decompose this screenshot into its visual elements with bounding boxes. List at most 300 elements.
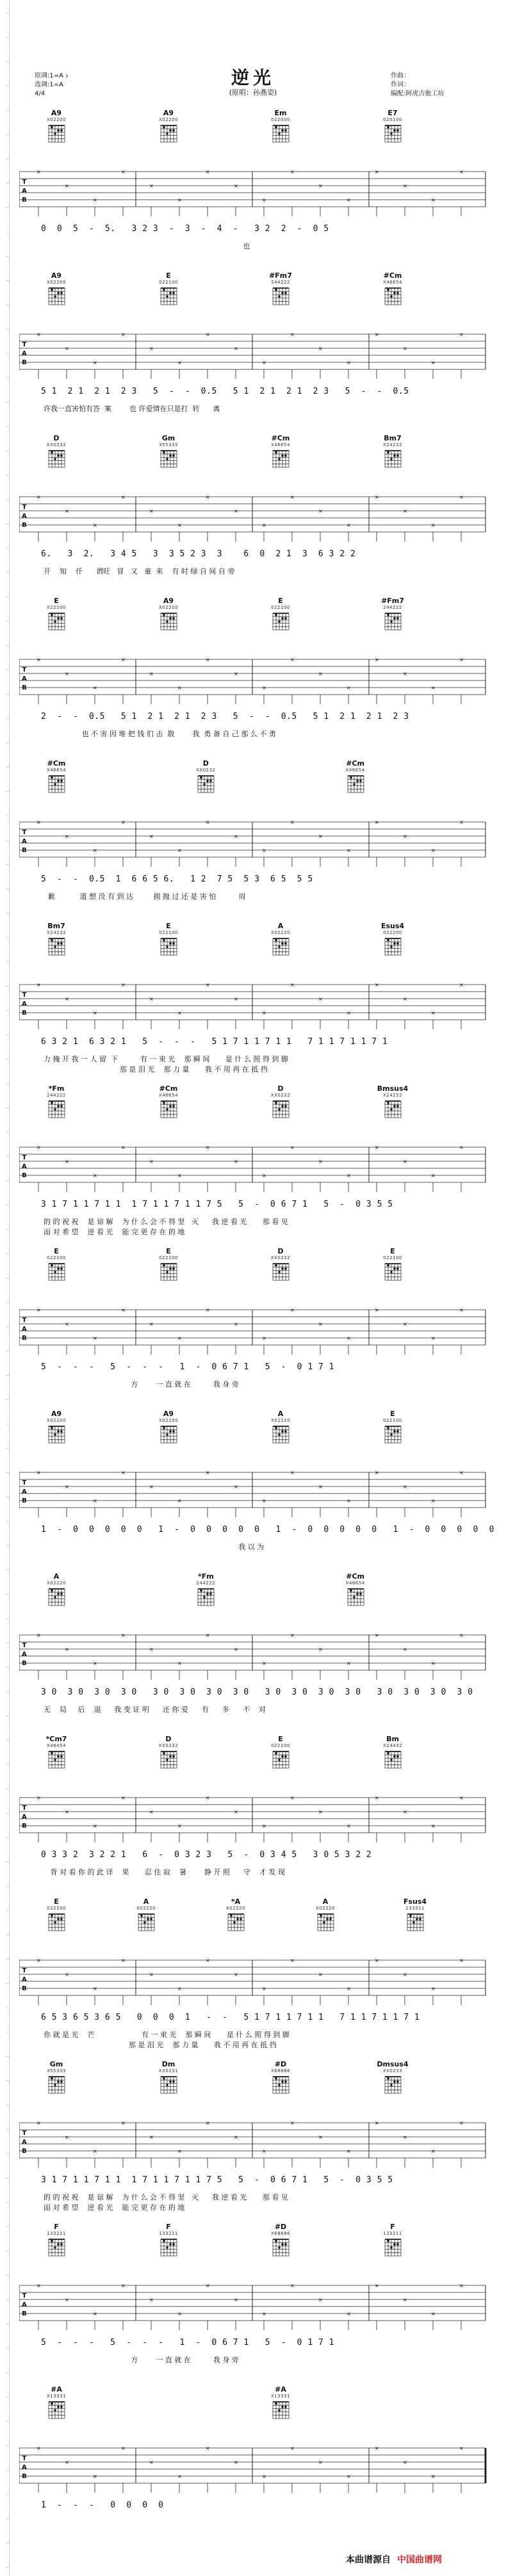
svg-text:×: × (65, 183, 69, 189)
svg-text:×: × (290, 169, 295, 175)
svg-text:×: × (347, 2311, 351, 2317)
chord-fingering: XX0231 (158, 2068, 179, 2073)
chord-name: D (277, 1247, 284, 1255)
margin-tick (6, 1594, 10, 1595)
margin-tick (6, 864, 10, 865)
chord-diagram (227, 1913, 245, 1932)
chord-fingering: X46654 (270, 442, 291, 447)
svg-text:×: × (262, 1498, 266, 1504)
chord-symbol (261, 1084, 300, 1122)
chord-symbol (261, 271, 300, 309)
svg-text:×: × (290, 2445, 295, 2451)
svg-text:×: × (403, 1646, 407, 1652)
chord-name: D (202, 759, 209, 768)
svg-text:×: × (121, 332, 126, 337)
tab-staff-lines (19, 1467, 493, 1520)
margin-tick (6, 621, 10, 622)
svg-text:×: × (65, 1321, 69, 1327)
svg-text:×: × (121, 1307, 126, 1313)
svg-text:×: × (206, 494, 210, 500)
chosen-key: 选调:1=A (35, 81, 63, 88)
svg-text:×: × (262, 1173, 266, 1179)
margin-tick (6, 256, 10, 257)
svg-text:×: × (121, 657, 126, 663)
svg-text:×: × (234, 346, 238, 351)
svg-text:×: × (206, 1145, 210, 1150)
svg-text:×: × (93, 522, 97, 528)
svg-text:×: × (431, 522, 436, 528)
margin-tick (6, 548, 10, 549)
chord-row (19, 2060, 493, 2114)
margin-tick (6, 1472, 10, 1473)
svg-text:×: × (234, 1646, 238, 1652)
chord-name: #D (274, 2223, 287, 2231)
tab-clef: T A B (22, 1805, 27, 1830)
chord-name: A (277, 1410, 284, 1418)
margin-tick (6, 1253, 10, 1254)
svg-text:×: × (206, 1632, 210, 1638)
tab-staff-lines (19, 979, 493, 1032)
svg-text:×: × (234, 1321, 238, 1327)
lyric-line-2: 那 是 泪 光 那 力 量 我 不 用 再 在 抵 挡 (44, 2041, 277, 2049)
svg-text:×: × (375, 169, 379, 175)
svg-text:×: × (234, 2297, 238, 2303)
svg-text:×: × (206, 982, 210, 988)
chord-fingering: X02200 (158, 117, 179, 122)
chord-name: #Fm7 (269, 271, 292, 280)
svg-text:×: × (403, 1159, 407, 1164)
tab-staff (19, 2443, 493, 2495)
chord-fingering: X24232 (46, 930, 67, 935)
chord-name: #Cm (383, 271, 402, 280)
chord-symbol (149, 109, 188, 146)
svg-text:×: × (93, 197, 97, 203)
svg-text:×: × (403, 183, 407, 189)
chord-fingering: X02200 (158, 1418, 179, 1423)
margin-tick (6, 2567, 10, 2568)
chord-fingering: X13331 (270, 2394, 291, 2399)
svg-text:×: × (347, 2474, 351, 2479)
svg-text:×: × (290, 1145, 295, 1150)
chord-symbol (261, 597, 300, 634)
chord-name: A9 (51, 109, 62, 117)
svg-text:×: × (290, 657, 295, 663)
svg-text:×: × (65, 996, 69, 1002)
svg-text:×: × (93, 1823, 97, 1829)
svg-text:×: × (347, 1498, 351, 1504)
chord-fingering: XX0232 (158, 1743, 179, 1748)
chord-diagram (272, 124, 290, 143)
chord-fingering: X02220 (270, 1418, 291, 1423)
tab-staff-lines (19, 1305, 493, 1357)
svg-text:×: × (121, 169, 126, 175)
svg-text:×: × (149, 183, 154, 189)
margin-tick (6, 1083, 10, 1084)
chord-diagram (47, 1100, 65, 1119)
chord-diagram (316, 1913, 334, 1932)
margin-tick (6, 767, 10, 768)
svg-text:×: × (262, 1010, 266, 1016)
chord-fingering: 022200 (383, 930, 402, 935)
margin-tick (6, 1375, 10, 1376)
svg-text:×: × (234, 183, 238, 189)
tab-clef: T A B (22, 829, 27, 854)
svg-text:×: × (262, 1661, 266, 1666)
jianpu-notation: 0 3 3 2 3 2 2 1 6 - 0 3 2 3 5 - 0 3 4 5 3 0 5 3 2 2 (41, 1850, 372, 1860)
chord-diagram (159, 1425, 177, 1444)
svg-text:×: × (290, 2283, 295, 2289)
chord-fingering: X24252 (382, 1093, 403, 1098)
lyric-line: 你 就 是 光 芒 有 一 束 光 那 瞬 间 是 什 么 照 得 到 脚 (44, 2031, 290, 2039)
svg-text:×: × (431, 1498, 436, 1504)
chord-fingering: 022100 (47, 1255, 66, 1260)
chord-diagram (47, 124, 65, 143)
chord-diagram (159, 2075, 177, 2095)
svg-text:×: × (262, 2148, 266, 2154)
svg-text:×: × (318, 2297, 323, 2303)
tab-clef: T A B (22, 341, 27, 366)
lyric-line-2: 面 对 希 望 逆 看 光 能 完 更 存 在 的 地 (44, 1228, 185, 1236)
chord-symbol (37, 1897, 76, 1935)
svg-text:×: × (93, 2148, 97, 2154)
svg-text:×: × (347, 360, 351, 366)
svg-text:×: × (262, 2311, 266, 2317)
chord-row (19, 597, 493, 650)
svg-text:×: × (459, 819, 464, 825)
svg-text:×: × (375, 2120, 379, 2126)
svg-text:×: × (121, 2283, 126, 2289)
svg-text:×: × (459, 1632, 464, 1638)
chord-diagram (159, 1750, 177, 1769)
svg-text:×: × (93, 360, 97, 366)
svg-text:×: × (93, 848, 97, 853)
svg-text:×: × (431, 360, 436, 366)
svg-text:×: × (177, 2474, 182, 2479)
chord-symbol (261, 922, 300, 959)
chord-symbol (373, 2060, 412, 2097)
svg-text:×: × (431, 848, 436, 853)
chord-symbol (373, 434, 412, 471)
svg-text:×: × (403, 1972, 407, 1977)
svg-text:×: × (347, 685, 351, 691)
chord-name: Dm (161, 2060, 175, 2068)
svg-text:×: × (37, 982, 41, 988)
tab-staff (19, 1630, 493, 1682)
svg-text:×: × (403, 1484, 407, 1490)
margin-tick (6, 402, 10, 403)
svg-text:×: × (459, 1958, 464, 1963)
chord-symbol (37, 434, 76, 471)
svg-text:×: × (459, 1795, 464, 1801)
svg-text:×: × (375, 2445, 379, 2451)
meter: 4/4 (35, 90, 45, 97)
lyric-line: 歉 道 想 没 有 到 达 拥 抛 过 还 是 害 怕 周 (44, 892, 246, 901)
margin-tick (6, 1886, 10, 1887)
chord-symbol (149, 1410, 188, 1447)
svg-text:×: × (149, 996, 154, 1002)
jianpu-notation: 1 - - - 0 0 0 0 (41, 2500, 164, 2510)
svg-text:×: × (375, 657, 379, 663)
svg-text:×: × (206, 1795, 210, 1801)
chord-name: F (390, 2223, 395, 2231)
jianpu-notation: 3 1 7 1 1 7 1 1 1 7 1 1 7 1 1 7 5 5 - 0 6 7 1 5 - 0 3 5 5 (41, 2175, 393, 2185)
lyric-line: 方 一 直 就 在 我 身 旁 (44, 2356, 239, 2364)
chord-name: Em (274, 109, 287, 117)
chord-fingering: XX0232 (270, 1255, 291, 1260)
lyric-line: 也 不 害 因 堆 把 钱 们 击 散 我 勇 备 自 己 那 么 不 勇 (44, 730, 276, 738)
chord-name: F (54, 2223, 59, 2231)
svg-text:×: × (93, 685, 97, 691)
margin-tick (6, 1545, 10, 1546)
chord-symbol (37, 597, 76, 634)
chord-symbol (261, 1735, 300, 1772)
svg-text:×: × (234, 2134, 238, 2140)
chord-symbol (149, 434, 188, 471)
chord-name: #A (51, 2385, 62, 2394)
chord-row (19, 1247, 493, 1301)
svg-text:×: × (177, 2311, 182, 2317)
chord-diagram (47, 287, 65, 306)
chord-symbol (37, 109, 76, 146)
svg-text:×: × (234, 1484, 238, 1490)
chord-fingering: X13331 (46, 2394, 67, 2399)
svg-text:×: × (206, 657, 210, 663)
margin-tick (6, 645, 10, 646)
chord-diagram (272, 2401, 290, 2420)
margin-tick (6, 2494, 10, 2495)
margin-tick (6, 2445, 10, 2446)
lyric-line: 力 掩 开 我 一 人 留 下 有 一 束 光 那 瞬 间 是 什 么 照 得 到 脚 (44, 1055, 288, 1063)
svg-text:×: × (234, 1972, 238, 1977)
chord-diagram (272, 1750, 290, 1769)
chord-diagram (272, 449, 290, 469)
chord-fingering: 133211 (383, 2231, 402, 2236)
chord-name: A9 (51, 271, 62, 280)
svg-text:×: × (177, 685, 182, 691)
chord-symbol (373, 922, 412, 959)
chord-name: D (165, 1735, 172, 1743)
tab-staff (19, 329, 493, 382)
svg-text:×: × (93, 1661, 97, 1666)
svg-text:×: × (290, 1632, 295, 1638)
svg-text:×: × (459, 2283, 464, 2289)
svg-text:×: × (403, 2459, 407, 2465)
chord-diagram (384, 449, 402, 469)
svg-text:×: × (121, 1145, 126, 1150)
svg-text:×: × (234, 2459, 238, 2465)
chord-diagram (384, 2075, 402, 2095)
chord-diagram (47, 612, 65, 631)
chord-diagram (384, 1100, 402, 1119)
chord-row (19, 109, 493, 163)
jianpu-notation: 6 5 3 6 5 3 6 5 0 0 0 1 - - 5 1 7 1 1 7 1 1 7 1 1 7 1 1 7 1 (41, 2013, 420, 2022)
svg-text:×: × (318, 346, 323, 351)
svg-text:×: × (121, 2445, 126, 2451)
tab-staff-lines (19, 654, 493, 707)
svg-text:×: × (347, 848, 351, 853)
chord-diagram (159, 1262, 177, 1282)
svg-text:×: × (93, 1010, 97, 1016)
tab-clef: T A B (22, 1967, 27, 1992)
lyric-line-2: 那 是 泪 光 那 力 量 我 不 用 再 在 抵 挡 (44, 1065, 268, 1074)
tab-staff-lines (19, 1792, 493, 1845)
margin-tick (6, 1667, 10, 1668)
chord-fingering: 022000 (271, 117, 290, 122)
chord-name: A (277, 922, 284, 930)
chord-name: *Fm (197, 1572, 214, 1581)
chord-diagram (197, 775, 215, 794)
svg-text:×: × (177, 360, 182, 366)
chord-name: Gm (161, 434, 175, 442)
chord-fingering: 133311 (405, 1906, 425, 1911)
svg-text:×: × (262, 1335, 266, 1341)
tab-clef: T A B (22, 1479, 27, 1504)
svg-text:×: × (37, 2445, 41, 2451)
chord-symbol (149, 2060, 188, 2097)
svg-text:×: × (234, 671, 238, 677)
chord-diagram (272, 1100, 290, 1119)
svg-text:×: × (37, 332, 41, 337)
chord-diagram (347, 1588, 364, 1607)
svg-text:×: × (403, 2134, 407, 2140)
svg-text:×: × (234, 833, 238, 839)
svg-text:×: × (290, 494, 295, 500)
margin-tick (6, 913, 10, 914)
margin-tick (6, 694, 10, 695)
chord-diagram (272, 612, 290, 631)
chord-symbol (373, 109, 412, 146)
svg-text:×: × (121, 982, 126, 988)
svg-text:×: × (93, 2474, 97, 2479)
svg-text:×: × (65, 2459, 69, 2465)
svg-text:×: × (459, 494, 464, 500)
svg-text:×: × (65, 1159, 69, 1164)
chord-diagram (384, 612, 402, 631)
margin-tick (6, 1034, 10, 1035)
chord-fingering: X02220 (225, 1906, 246, 1911)
svg-text:×: × (431, 1823, 436, 1829)
svg-text:×: × (403, 508, 407, 514)
chord-diagram (47, 2075, 65, 2095)
svg-text:×: × (375, 332, 379, 337)
svg-text:×: × (403, 2297, 407, 2303)
chord-fingering: 022100 (271, 605, 290, 610)
svg-text:×: × (93, 1986, 97, 1992)
svg-text:×: × (318, 508, 323, 514)
svg-text:×: × (93, 1173, 97, 1179)
svg-text:×: × (318, 671, 323, 677)
chord-fingering: 244222 (47, 1093, 66, 1098)
svg-text:×: × (149, 2134, 154, 2140)
chord-name: A9 (163, 109, 174, 117)
svg-text:×: × (375, 982, 379, 988)
margin-tick (6, 2372, 10, 2373)
tab-staff-lines (19, 166, 493, 219)
chord-fingering: 022100 (271, 1743, 290, 1748)
tab-staff (19, 979, 493, 1032)
svg-text:×: × (375, 494, 379, 500)
chord-fingering: X46454 (46, 1743, 67, 1748)
chord-diagram (159, 937, 177, 956)
svg-text:×: × (149, 346, 154, 351)
svg-text:×: × (431, 1010, 436, 1016)
svg-text:×: × (375, 1470, 379, 1476)
chord-fingering: XX0232 (46, 442, 67, 447)
chord-name: E7 (388, 109, 398, 117)
chord-diagram (47, 1262, 65, 1282)
chord-symbol (261, 434, 300, 471)
tab-clef: T A B (22, 1154, 27, 1179)
tab-staff (19, 166, 493, 219)
margin-tick (6, 791, 10, 792)
svg-text:×: × (318, 1809, 323, 1815)
margin-tick (6, 1010, 10, 1011)
svg-text:×: × (149, 1809, 154, 1815)
chord-name: Esus4 (380, 922, 405, 930)
margin-tick (6, 2421, 10, 2422)
svg-text:×: × (347, 1010, 351, 1016)
song-title: 逆光 (231, 67, 275, 88)
chord-symbol (149, 922, 188, 959)
svg-text:×: × (37, 1307, 41, 1313)
chord-symbol (261, 1247, 300, 1284)
margin-tick (6, 1107, 10, 1108)
chord-diagram (272, 1425, 290, 1444)
lyric-line: 背 对 看 你 的 此 详 果 忍 住 寂 暑 静 开 照 守 才 发 现 (44, 1868, 285, 1876)
svg-text:×: × (262, 197, 266, 203)
svg-text:×: × (206, 1307, 210, 1313)
tab-staff-lines (19, 2443, 493, 2495)
chord-name: D (277, 1084, 284, 1093)
lyric-line: 我 以 为 (44, 1543, 265, 1551)
svg-text:×: × (234, 1809, 238, 1815)
svg-text:×: × (459, 2445, 464, 2451)
chord-symbol (149, 1735, 188, 1772)
svg-text:×: × (121, 494, 126, 500)
svg-text:×: × (149, 833, 154, 839)
chord-symbol (37, 2385, 76, 2422)
svg-text:×: × (347, 197, 351, 203)
svg-text:×: × (65, 1646, 69, 1652)
chord-diagram (272, 2075, 290, 2095)
jianpu-notation: 6. 3 2. 3 4 5 3 3 5 2 3 3 6 0 2 1 3 6 3 2 2 (41, 549, 356, 559)
left-margin-rule (9, 0, 10, 2576)
chord-diagram (47, 2238, 65, 2257)
svg-text:×: × (93, 1335, 97, 1341)
margin-tick (6, 2226, 10, 2227)
credits (391, 72, 444, 99)
chord-name: E (278, 1735, 283, 1743)
chord-name: #Cm (47, 759, 66, 768)
svg-text:×: × (37, 1145, 41, 1150)
chord-fingering: 133211 (159, 2231, 178, 2236)
chord-fingering: X02220 (270, 930, 291, 935)
chord-symbol (149, 271, 188, 309)
svg-text:×: × (177, 2148, 182, 2154)
chord-symbol (336, 759, 375, 796)
svg-text:×: × (403, 346, 407, 351)
svg-text:×: × (149, 1484, 154, 1490)
original-key: 原调:1=A ♭ (35, 72, 69, 79)
chord-symbol (37, 759, 76, 796)
chord-row (19, 1084, 493, 1138)
svg-text:×: × (177, 1335, 182, 1341)
svg-text:×: × (459, 332, 464, 337)
chord-diagram (159, 1100, 177, 1119)
lyric-line: 无 局 后 退 我 变 证 明 还 你 爱 有 多 不 对 (44, 1705, 266, 1714)
svg-text:×: × (65, 2134, 69, 2140)
chord-fingering: 022100 (159, 1255, 178, 1260)
